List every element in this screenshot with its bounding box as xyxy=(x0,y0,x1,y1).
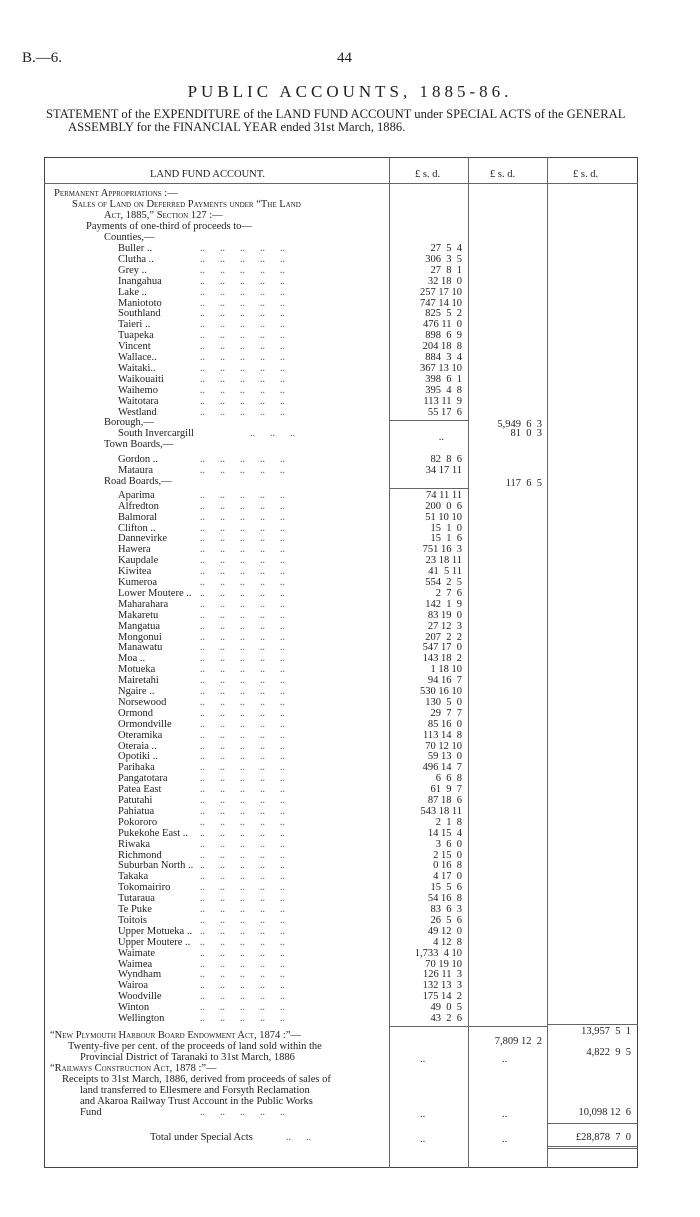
sum-rule xyxy=(390,488,468,489)
road-board-name: Tokomairiro xyxy=(118,882,171,894)
county-name: Grey .. xyxy=(118,264,147,276)
county-amount: 476 11 0 xyxy=(423,319,462,331)
column-heading-land-fund: LAND FUND ACCOUNT. xyxy=(150,169,266,180)
road-board-amount: 74 11 11 xyxy=(426,489,462,501)
leader-dots: .. .. .. .. .. xyxy=(200,297,285,309)
town-board-name: Mataura xyxy=(118,465,153,476)
column-heading-money-3: £ s. d. xyxy=(573,169,599,180)
road-board-name: Kiwitea xyxy=(118,566,152,578)
road-board-name: Parihaka xyxy=(118,762,155,774)
town-boards-total: 117 6 5 xyxy=(505,477,542,489)
leader-dots: .. .. .. .. .. xyxy=(200,500,285,512)
plymouth-act-text: Twenty-five per cent. of the proceeds of land sold within the xyxy=(68,1040,322,1052)
leader-dots: .. .. .. .. .. xyxy=(200,522,285,534)
leader-dots: .. .. .. .. .. xyxy=(200,751,285,763)
leader-dots: .. .. .. .. .. xyxy=(200,275,285,287)
road-board-amount: 2 1 8 xyxy=(435,816,462,828)
leader-dots: .. .. .. .. .. xyxy=(200,330,285,342)
county-name: Westland xyxy=(118,406,157,418)
leader-dots: .. .. .. .. .. xyxy=(200,860,285,872)
road-board-amount: 43 2 6 xyxy=(430,1013,462,1024)
road-board-amount: 70 19 10 xyxy=(425,958,462,970)
leader-dots: .. .. .. .. .. xyxy=(200,664,285,676)
county-name: Wallace.. xyxy=(118,352,157,363)
county-name: Buller .. xyxy=(118,243,153,254)
leader-dots: .. .. .. .. .. xyxy=(200,465,285,476)
county-name: Waitotara xyxy=(118,395,159,407)
sum-rule xyxy=(548,1123,638,1124)
total-label: Total under Special Acts xyxy=(150,1131,253,1143)
leader-dots: .. .. .. .. .. xyxy=(200,631,285,643)
sum-rule xyxy=(548,1148,638,1149)
road-board-name: Pokororo xyxy=(118,816,158,828)
column-rule xyxy=(389,157,390,1168)
leader-dots: .. .. .. .. .. xyxy=(200,827,285,839)
leader-dots: .. .. .. .. .. xyxy=(200,969,285,981)
leader-dots: .. .. .. .. .. xyxy=(200,544,285,556)
town-board-name: Gordon .. xyxy=(118,454,158,466)
leader-dots: .. .. .. .. .. xyxy=(200,454,285,466)
borough-amount: .. xyxy=(438,432,444,444)
empty-cell: .. xyxy=(502,1133,508,1145)
road-board-name: Kaupdale xyxy=(118,555,159,567)
leader-dots: .. .. .. .. .. xyxy=(200,653,285,665)
leader-dots: .. .. .. .. .. xyxy=(200,642,285,654)
road-board-name: Manawatu xyxy=(118,642,163,654)
leader-dots: .. .. .. .. .. xyxy=(200,319,285,331)
road-board-amount: 51 10 10 xyxy=(425,511,462,523)
section-permanent: Permanent Appropriations :— xyxy=(54,188,178,199)
empty-cell: .. xyxy=(502,1108,508,1120)
section-counties: Counties,— xyxy=(104,232,155,243)
leader-dots: .. .. .. .. .. xyxy=(200,925,285,937)
road-board-amount: 83 6 3 xyxy=(430,904,462,915)
leader-dots: .. .. .. .. .. xyxy=(200,696,285,708)
leader-dots: .. .. .. .. .. xyxy=(200,675,285,687)
leader-dots: .. .. .. .. .. xyxy=(200,914,285,926)
leader-dots: .. .. .. .. .. xyxy=(200,395,285,407)
empty-cell: .. xyxy=(502,1053,508,1065)
road-boards-total: 7,809 12 2 xyxy=(494,1035,542,1047)
county-name: Lake .. xyxy=(118,286,147,298)
county-amount: 898 6 9 xyxy=(425,330,462,342)
road-board-amount: 26 5 6 xyxy=(430,914,462,926)
railways-act-text: land transferred to Ellesmere and Forsyth Reclamation xyxy=(80,1084,310,1096)
road-board-amount: 751 16 3 xyxy=(422,544,462,556)
page-number: 44 xyxy=(337,50,352,66)
leader-dots: .. .. .. .. .. xyxy=(200,264,285,276)
county-name: Waitaki.. xyxy=(118,362,156,374)
road-board-name: Oteramika xyxy=(118,729,163,741)
section-payments: Payments of one-third of proceeds to— xyxy=(86,221,252,232)
leader-dots: .. .. .. .. .. xyxy=(200,871,285,883)
leader-dots: .. .. .. .. .. xyxy=(200,533,285,545)
leader-dots: .. .. .. .. .. xyxy=(200,947,285,959)
leader-dots: .. .. .. .. .. xyxy=(200,373,285,385)
page-title: PUBLIC ACCOUNTS, 1885-86. xyxy=(187,82,513,101)
road-board-name: Pahiatua xyxy=(118,805,155,817)
road-board-name: Riwaka xyxy=(118,838,151,850)
road-board-name: Kumeroa xyxy=(118,577,158,588)
leader-dots: .. .. .. .. .. xyxy=(200,609,285,621)
leader-dots: .. .. .. .. .. xyxy=(200,893,285,905)
county-name: Waihemo xyxy=(118,384,158,396)
road-board-name: Upper Moutere .. xyxy=(118,936,191,948)
leader-dots: .. .. .. .. .. xyxy=(200,849,285,861)
county-amount: 257 17 10 xyxy=(420,286,462,298)
column-heading-money-2: £ s. d. xyxy=(490,169,516,180)
road-board-name: Hawera xyxy=(118,544,151,556)
road-board-amount: 14 15 4 xyxy=(427,827,462,839)
road-board-amount: 15 1 6 xyxy=(430,533,462,545)
road-board-amount: 547 17 0 xyxy=(422,642,462,654)
railways-amount: 10,098 12 6 xyxy=(578,1106,631,1118)
leader-dots: .. .. .. .. .. xyxy=(200,805,285,817)
column-heading-money-1: £ s. d. xyxy=(415,169,441,180)
road-board-amount: 49 12 0 xyxy=(427,925,462,937)
road-board-name: Patea East xyxy=(118,784,162,796)
borough-total: 81 0 3 xyxy=(510,428,542,440)
road-board-amount: 4 12 8 xyxy=(433,936,462,948)
leader-dots: .. .. .. .. .. xyxy=(200,1002,285,1014)
road-board-amount: 23 18 11 xyxy=(425,555,462,567)
town-board-amount: 82 8 6 xyxy=(430,454,462,466)
county-amount: 113 11 9 xyxy=(423,395,462,407)
road-board-name: Lower Moutere .. xyxy=(118,587,192,599)
leader-dots: .. .. .. .. .. xyxy=(200,511,285,523)
road-board-amount: 2 7 6 xyxy=(435,587,462,599)
statement-heading: STATEMENT of the EXPENDITURE of the LAND FUND ACCOUNT under SPECIAL ACTS of the GENERAL ASSEMBLY for the FINANCIAL YEAR ended 31st March, 1886. xyxy=(46,107,625,134)
road-board-name: Makaretu xyxy=(118,609,159,621)
leader-dots: .. .. .. .. .. xyxy=(200,718,285,730)
railways-act-text: and Akaroa Railway Trust Account in the Public Works xyxy=(80,1095,313,1107)
road-board-name: Takaka xyxy=(118,871,149,883)
leader-dots: .. .. .. .. .. xyxy=(200,598,285,610)
road-board-amount: 70 12 10 xyxy=(425,740,462,752)
leader-dots: .. .. .. .. .. xyxy=(200,352,285,363)
leader-dots: .. .. .. .. .. xyxy=(200,936,285,948)
road-board-name: Moa .. xyxy=(118,653,146,665)
road-board-name: Maharahara xyxy=(118,598,169,610)
county-name: Clutha .. xyxy=(118,253,154,265)
leader-dots: .. .. .. .. .. xyxy=(200,729,285,741)
road-board-name: Opotiki .. xyxy=(118,751,158,763)
railways-act-text: Fund xyxy=(80,1106,102,1118)
road-board-amount: 142 1 9 xyxy=(425,598,462,610)
road-board-name: Ormond xyxy=(118,707,153,719)
leader-dots: .. .. .. .. .. xyxy=(200,838,285,850)
leader-dots: .. .. xyxy=(286,1131,311,1143)
sum-rule xyxy=(469,1026,547,1027)
leader-dots: .. .. .. .. .. xyxy=(200,362,285,374)
grand-total: £28,878 7 0 xyxy=(575,1131,631,1143)
county-amount: 27 5 4 xyxy=(430,243,462,254)
road-board-name: Alfredton xyxy=(118,500,159,512)
road-board-name: Mongonui xyxy=(118,631,162,643)
county-name: Maniototo xyxy=(118,297,162,309)
railways-act-text: Receipts to 31st March, 1886, derived from proceeds of sales of xyxy=(62,1073,331,1085)
road-board-name: Ngaire .. xyxy=(118,686,155,697)
road-board-name: Tutaraua xyxy=(118,893,155,905)
road-board-amount: 15 1 0 xyxy=(430,522,462,534)
road-board-name: Wairoa xyxy=(118,980,149,992)
road-board-amount: 1,733 4 10 xyxy=(414,947,462,959)
road-board-amount: 94 16 7 xyxy=(427,675,462,687)
sum-rule xyxy=(390,1026,468,1027)
road-board-amount: 59 13 0 xyxy=(427,751,462,763)
road-board-name: Ormondville xyxy=(118,718,172,730)
road-board-amount: 27 12 3 xyxy=(427,620,462,632)
leader-dots: .. .. .. .. .. xyxy=(200,253,285,265)
leader-dots: .. .. .. .. .. xyxy=(200,384,285,396)
sum-rule xyxy=(548,1024,638,1025)
leader-dots: .. .. .. .. .. xyxy=(200,795,285,806)
document-reference: B.—6. xyxy=(22,50,63,66)
county-name: Taieri .. xyxy=(118,319,151,331)
county-name: Waikouaiti xyxy=(118,373,164,385)
road-board-amount: 130 5 0 xyxy=(425,696,462,708)
road-board-amount: 4 17 0 xyxy=(433,871,462,883)
road-board-amount: 496 14 7 xyxy=(422,762,462,774)
road-board-amount: 3 6 0 xyxy=(435,838,462,850)
plymouth-act-text: Provincial District of Taranaki to 31st March, 1886 xyxy=(80,1051,295,1063)
leader-dots: .. .. .. .. .. xyxy=(200,980,285,992)
leader-dots: .. .. .. .. .. xyxy=(200,489,285,501)
road-board-amount: 15 5 6 xyxy=(430,882,462,894)
county-amount: 55 17 6 xyxy=(427,406,462,418)
road-board-amount: 132 13 3 xyxy=(422,980,462,992)
road-board-amount: 41 5 11 xyxy=(428,566,462,578)
section-town-boards: Town Boards,— xyxy=(104,439,174,451)
leader-dots: .. .. .. .. .. xyxy=(200,308,285,320)
section-sales: Sales of Land on Deferred Payments under “The Land xyxy=(72,199,301,210)
leader-dots: .. .. .. .. .. xyxy=(200,406,285,418)
leader-dots: .. .. .. .. .. xyxy=(200,577,285,588)
county-amount: 306 3 5 xyxy=(425,253,462,265)
road-board-amount: 207 2 2 xyxy=(425,631,462,643)
road-board-name: Richmond xyxy=(118,849,162,861)
county-amount: 204 18 8 xyxy=(422,341,462,353)
road-board-amount: 83 19 0 xyxy=(427,609,462,621)
road-board-name: Norsewood xyxy=(118,696,167,708)
leader-dots: .. .. .. .. .. xyxy=(200,762,285,774)
road-board-amount: 0 16 8 xyxy=(433,860,462,872)
county-amount: 32 18 0 xyxy=(427,275,462,287)
county-name: Southland xyxy=(118,308,161,320)
leader-dots: .. .. .. .. .. xyxy=(200,341,285,353)
road-board-name: Pangatotara xyxy=(118,773,168,785)
road-board-name: Oteraia .. xyxy=(118,740,157,752)
section-borough: Borough,— xyxy=(104,417,154,429)
county-amount: 367 13 10 xyxy=(420,362,462,374)
road-board-amount: 54 16 8 xyxy=(427,893,462,905)
leader-dots: .. .. .. .. .. xyxy=(200,773,285,785)
county-amount: 825 5 2 xyxy=(425,308,462,320)
road-board-name: Clifton .. xyxy=(118,522,156,534)
leader-dots: .. .. .. .. .. xyxy=(200,882,285,894)
road-board-name: Toitois xyxy=(118,914,148,926)
road-board-amount: 126 11 3 xyxy=(423,969,462,981)
road-board-amount: 543 18 11 xyxy=(420,805,462,817)
leader-dots: .. .. .. .. .. xyxy=(200,707,285,719)
sum-rule xyxy=(390,420,468,421)
road-board-name: Upper Motueka .. xyxy=(118,925,193,937)
column-rule xyxy=(547,157,548,1168)
empty-cell: .. xyxy=(420,1053,426,1065)
road-board-amount: 200 0 6 xyxy=(425,500,462,512)
road-board-amount: 143 18 2 xyxy=(422,653,462,665)
road-board-name: Te Puke xyxy=(118,904,152,915)
leader-dots: .. .. .. .. .. xyxy=(200,286,285,298)
section-road-boards: Road Boards,— xyxy=(104,475,172,487)
road-board-name: Winton xyxy=(118,1002,150,1014)
leader-dots: .. .. .. .. .. xyxy=(200,816,285,828)
road-board-name: Wyndham xyxy=(118,969,162,981)
empty-cell: .. xyxy=(420,1133,426,1145)
road-board-name: Aparima xyxy=(118,489,155,501)
road-board-amount: 175 14 2 xyxy=(422,991,462,1003)
road-board-name: Woodville xyxy=(118,991,162,1003)
road-board-name: Motueka xyxy=(118,664,156,676)
road-board-name: Dannevirke xyxy=(118,533,167,545)
railways-act-heading: “Railways Construction Act, 1878 :”— xyxy=(50,1062,217,1074)
county-amount: 884 3 4 xyxy=(425,352,462,363)
road-board-amount: 29 7 7 xyxy=(430,707,462,719)
county-name: Inangahua xyxy=(118,275,162,287)
town-board-amount: 34 17 11 xyxy=(425,465,462,476)
road-board-amount: 87 18 6 xyxy=(427,795,462,806)
county-name: Vincent xyxy=(118,341,151,353)
county-amount: 398 6 1 xyxy=(425,373,462,385)
county-amount: 747 14 10 xyxy=(420,297,462,309)
leader-dots: .. .. .. .. .. xyxy=(200,904,285,915)
leader-dots: .. .. .. .. .. xyxy=(200,587,285,599)
leader-dots: .. .. .. .. .. xyxy=(200,784,285,796)
road-board-name: Suburban North .. xyxy=(118,860,194,872)
leader-dots: .. .. .. .. .. xyxy=(200,686,285,697)
leader-dots: .. .. .. .. .. xyxy=(200,991,285,1003)
road-board-name: Waimate xyxy=(118,947,156,959)
leader-dots: .. .. .. .. .. xyxy=(200,958,285,970)
county-name: Tuapeka xyxy=(118,330,154,342)
road-board-name: Balmoral xyxy=(118,511,158,523)
road-board-name: Mairetahi xyxy=(118,675,159,687)
sum-rule xyxy=(548,1146,638,1147)
road-board-amount: 2 15 0 xyxy=(433,849,462,861)
road-board-amount: 113 14 8 xyxy=(423,729,462,741)
leader-dots: .. .. .. .. .. xyxy=(200,740,285,752)
plymouth-amount: 4,822 9 5 xyxy=(586,1046,631,1058)
leader-dots: .. .. .. .. .. xyxy=(200,1013,285,1024)
empty-cell: .. xyxy=(420,1108,426,1120)
road-board-amount: 61 9 7 xyxy=(430,784,462,796)
road-board-amount: 49 0 5 xyxy=(430,1002,462,1014)
section-sales-act: Act, 1885,” Section 127 :— xyxy=(104,210,223,221)
road-board-amount: 530 16 10 xyxy=(420,686,462,697)
road-board-amount: 1 18 10 xyxy=(430,664,462,676)
counties-total: 5,949 6 3 xyxy=(497,419,542,431)
header-rule xyxy=(44,183,638,184)
leader-dots: .. .. .. .. .. xyxy=(200,243,285,254)
road-board-amount: 554 2 5 xyxy=(425,577,462,588)
county-amount: 27 8 1 xyxy=(430,264,462,276)
road-board-name: Waimea xyxy=(118,958,153,970)
plymouth-act-heading: “New Plymouth Harbour Board Endowment Act, 1874 :”— xyxy=(50,1029,301,1041)
road-board-name: Patutahi xyxy=(118,795,153,806)
road-board-amount: 6 6 8 xyxy=(435,773,462,785)
road-board-amount: 85 16 0 xyxy=(427,718,462,730)
column-rule xyxy=(468,157,469,1168)
permanent-subtotal: 13,957 5 1 xyxy=(581,1025,631,1037)
leader-dots: .. .. .. .. .. xyxy=(200,620,285,632)
leader-dots: .. .. .. .. .. xyxy=(200,555,285,567)
road-board-name: Mangatua xyxy=(118,620,160,632)
road-board-name: Wellington xyxy=(118,1013,165,1024)
borough-name: South Invercargill xyxy=(118,428,194,440)
leader-dots: .. .. .. .. .. xyxy=(200,566,285,578)
leader-dots: .. .. .. .. .. xyxy=(200,1106,285,1118)
county-amount: 395 4 8 xyxy=(425,384,462,396)
road-board-name: Pukekohe East .. xyxy=(118,827,188,839)
leader-dots: .. .. .. xyxy=(250,428,295,440)
